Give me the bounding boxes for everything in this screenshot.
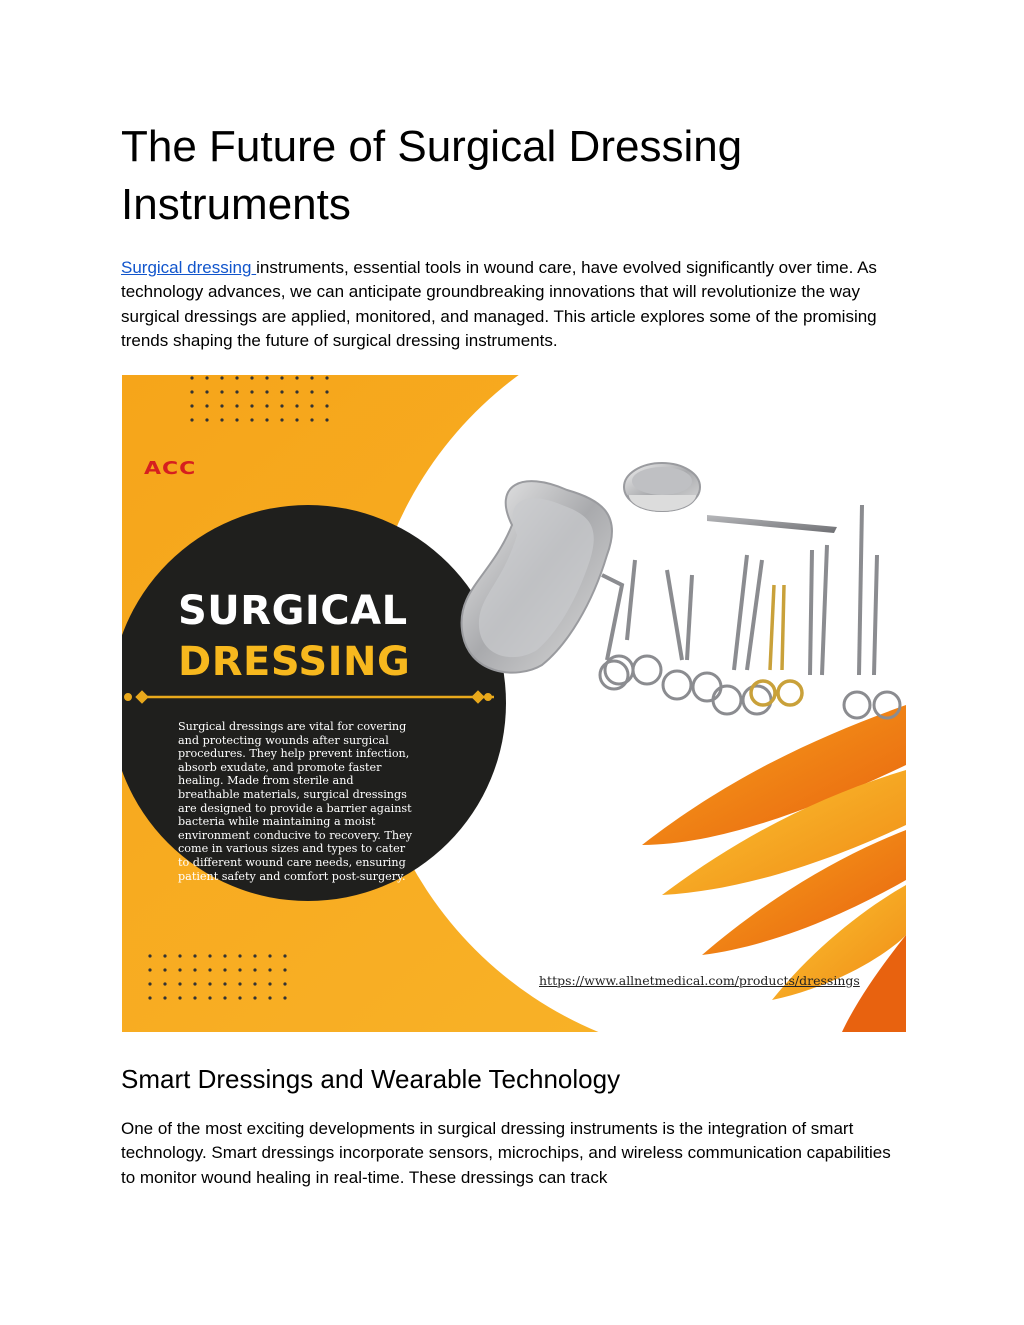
section-paragraph: One of the most exciting developments in surgical dressing instruments is the integration of smart technology. Smart dressings incorporate sensors, microchips, and wireless communication capabilities to monitor wound healing in real-time. These dressings can track: [121, 1119, 891, 1187]
banner-graphics: [122, 375, 906, 1032]
acc-logo: ACC: [144, 459, 197, 479]
intro-paragraph: [121, 256, 907, 354]
surgical-dressing-link[interactable]: Surgical dressing: [121, 258, 257, 277]
section-heading: Smart Dressings and Wearable Technology: [121, 1064, 621, 1094]
banner-description: Surgical dressings are vital for covering and protecting wounds after surgical procedures. They help prevent infection, absorb exudate, and promote faster healing. Made from sterile and breathable materials, surgical dressings are designed to provide a barrier against bacteria while maintaining a moist environment conducive to recovery. They come in various sizes and types to cater to different wound care needs, ensuring patient safety and comfort post-surgery.: [178, 720, 413, 883]
banner-url: https://www.allnetmedical.com/products/dressings: [539, 973, 860, 988]
page-title: The Future of Surgical Dressing Instruments: [121, 122, 743, 229]
banner-heading-dressing: DRESSING: [178, 639, 411, 685]
surgical-dressing-banner: [122, 375, 906, 1032]
intro-text: instruments, essential tools in wound care, have evolved significantly over time. As technology advances, we can anticipate groundbreaking innovations that will revolutionize the way surgical dressings are applied, monitored, and managed. This article explores some of the promising trends shaping the future of surgical dressing instruments.: [121, 258, 877, 351]
banner-heading-surgical: SURGICAL: [178, 588, 408, 634]
